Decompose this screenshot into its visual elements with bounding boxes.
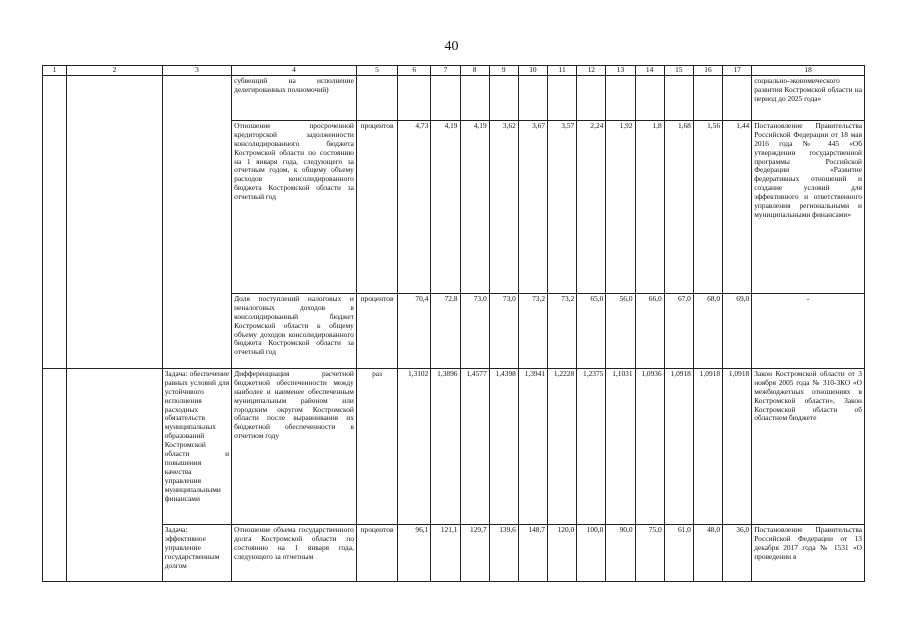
value-cell: 1,4577 [460, 368, 489, 524]
value-cell: 148,7 [518, 524, 547, 581]
page-number: 40 [444, 39, 459, 54]
value-cell: 3,67 [518, 120, 547, 293]
unit-cell: процентов [356, 120, 397, 293]
source-cell: Постановление Правительства Российской Федерации от 13 декабря 2017 года № 1531 «О проведении в [752, 524, 865, 581]
header-cell: 8 [460, 66, 489, 76]
value-cell: 69,0 [723, 293, 752, 368]
col1-cell [43, 75, 67, 368]
source-cell: социально-экономического развития Костромской области на период до 2025 года» [752, 75, 865, 120]
value-cell: 1,3896 [431, 368, 460, 524]
value-cell: 120,0 [548, 524, 577, 581]
value-cell [577, 75, 606, 120]
value-cell: 65,0 [577, 293, 606, 368]
value-cell: 129,7 [460, 524, 489, 581]
value-cell: 1,2228 [548, 368, 577, 524]
value-cell: 73,0 [489, 293, 518, 368]
value-cell [460, 75, 489, 120]
value-cell: 1,0918 [664, 368, 693, 524]
value-cell: 1,56 [693, 120, 722, 293]
header-cell: 11 [548, 66, 577, 76]
value-cell: 1,3102 [398, 368, 431, 524]
value-cell [398, 75, 431, 120]
value-cell: 73,2 [548, 293, 577, 368]
value-cell [664, 75, 693, 120]
header-cell: 9 [489, 66, 518, 76]
unit-cell: раз [356, 368, 397, 524]
value-cell: 1,92 [606, 120, 635, 293]
value-cell [431, 75, 460, 120]
header-cell: 15 [664, 66, 693, 76]
indicator-cell: Отношение объема государственного долга Костромской области по состоянию на 1 января года, следующего за отчетным [232, 524, 357, 581]
value-cell: 3,57 [548, 120, 577, 293]
table-row [43, 75, 865, 120]
value-cell: 4,19 [460, 120, 489, 293]
task-cell: Задача: обеспечение равных условий для устойчивого исполнения расходных обязательств муниципальных образований Костромской области и повышения качества управления муниципальными финансами [162, 368, 231, 524]
value-cell: 1,8 [635, 120, 664, 293]
value-cell [518, 75, 547, 120]
header-cell: 5 [356, 66, 397, 76]
value-cell [693, 75, 722, 120]
value-cell: 66,0 [635, 293, 664, 368]
value-cell: 1,0918 [693, 368, 722, 524]
value-cell: 1,0918 [723, 368, 752, 524]
header-cell: 6 [398, 66, 431, 76]
header-row [43, 66, 865, 76]
value-cell: 1,0936 [635, 368, 664, 524]
header-cell: 2 [67, 66, 163, 76]
indicator-cell: Отношение просроченной кредиторской задолженности консолидированного бюджета Костромской области по состоянию на 1 января года, следующего за отчетным годом, к общему объему расходов консолидированного бюджета Костромской области за отчетный год [232, 120, 357, 293]
col2-cell [67, 368, 163, 581]
value-cell [489, 75, 518, 120]
value-cell: 4,19 [431, 120, 460, 293]
value-cell: 73,0 [460, 293, 489, 368]
value-cell: 68,0 [693, 293, 722, 368]
header-cell: 16 [693, 66, 722, 76]
source-cell: Постановление Правительства Российской Федерации от 18 мая 2016 года № 445 «Об утверждении государственной программы Российской Федерации «Развитие федеративных отношений и создание условий для эффективного и ответственного управления региональными и муниципальными финансами» [752, 120, 865, 293]
value-cell: 1,2375 [577, 368, 606, 524]
header-cell: 12 [577, 66, 606, 76]
header-cell: 4 [232, 66, 357, 76]
source-cell: Закон Костромской области от 3 ноября 2005 года № 310-ЗКО «О межбюджетных отношениях в Костромской области», Закон Костромской области об областном бюджете [752, 368, 865, 524]
value-cell: 73,2 [518, 293, 547, 368]
header-cell: 13 [606, 66, 635, 76]
table-row [43, 524, 865, 581]
value-cell: 70,4 [398, 293, 431, 368]
value-cell: 100,0 [577, 524, 606, 581]
value-cell: 75,0 [635, 524, 664, 581]
value-cell [723, 75, 752, 120]
value-cell: 139,6 [489, 524, 518, 581]
value-cell: 1,1031 [606, 368, 635, 524]
header-cell: 14 [635, 66, 664, 76]
value-cell: 121,1 [431, 524, 460, 581]
table-row [43, 368, 865, 524]
source-cell: - [752, 293, 865, 368]
value-cell: 4,73 [398, 120, 431, 293]
header-cell: 1 [43, 66, 67, 76]
unit-cell: процентов [356, 293, 397, 368]
task-cell [162, 75, 231, 368]
col2-cell [67, 75, 163, 368]
indicator-cell: субвенций на исполнение делегированных полномочий) [232, 75, 357, 120]
value-cell: 56,0 [606, 293, 635, 368]
value-cell: 1,4398 [489, 368, 518, 524]
value-cell: 90,0 [606, 524, 635, 581]
value-cell: 2,24 [577, 120, 606, 293]
indicator-cell: Дифференциация расчетной бюджетной обеспеченности между наиболее и наименее обеспеченным муниципальным районом или городским округом Костромской области после выравнивания их бюджетной обеспеченности в отчетном году [232, 368, 357, 524]
header-cell: 10 [518, 66, 547, 76]
unit-cell: процентов [356, 524, 397, 581]
header-cell: 3 [162, 66, 231, 76]
header-cell: 17 [723, 66, 752, 76]
value-cell: 72,8 [431, 293, 460, 368]
value-cell: 3,62 [489, 120, 518, 293]
value-cell [606, 75, 635, 120]
indicators-table [42, 65, 865, 582]
value-cell [548, 75, 577, 120]
value-cell: 1,68 [664, 120, 693, 293]
col1-cell [43, 368, 67, 581]
header-cell: 18 [752, 66, 865, 76]
value-cell [635, 75, 664, 120]
value-cell: 61,0 [664, 524, 693, 581]
value-cell: 1,44 [723, 120, 752, 293]
value-cell: 36,0 [723, 524, 752, 581]
value-cell: 67,0 [664, 293, 693, 368]
value-cell: 48,0 [693, 524, 722, 581]
unit-cell [356, 75, 397, 120]
task-cell: Задача: эффективное управление государственным долгом [162, 524, 231, 581]
value-cell: 1,3941 [518, 368, 547, 524]
value-cell: 96,1 [398, 524, 431, 581]
indicator-cell: Доля поступлений налоговых и неналоговых доходов в консолидированный бюджет Костромской области к общему объему доходов консолидированного бюджета Костромской области за отчетный год [232, 293, 357, 368]
header-cell: 7 [431, 66, 460, 76]
